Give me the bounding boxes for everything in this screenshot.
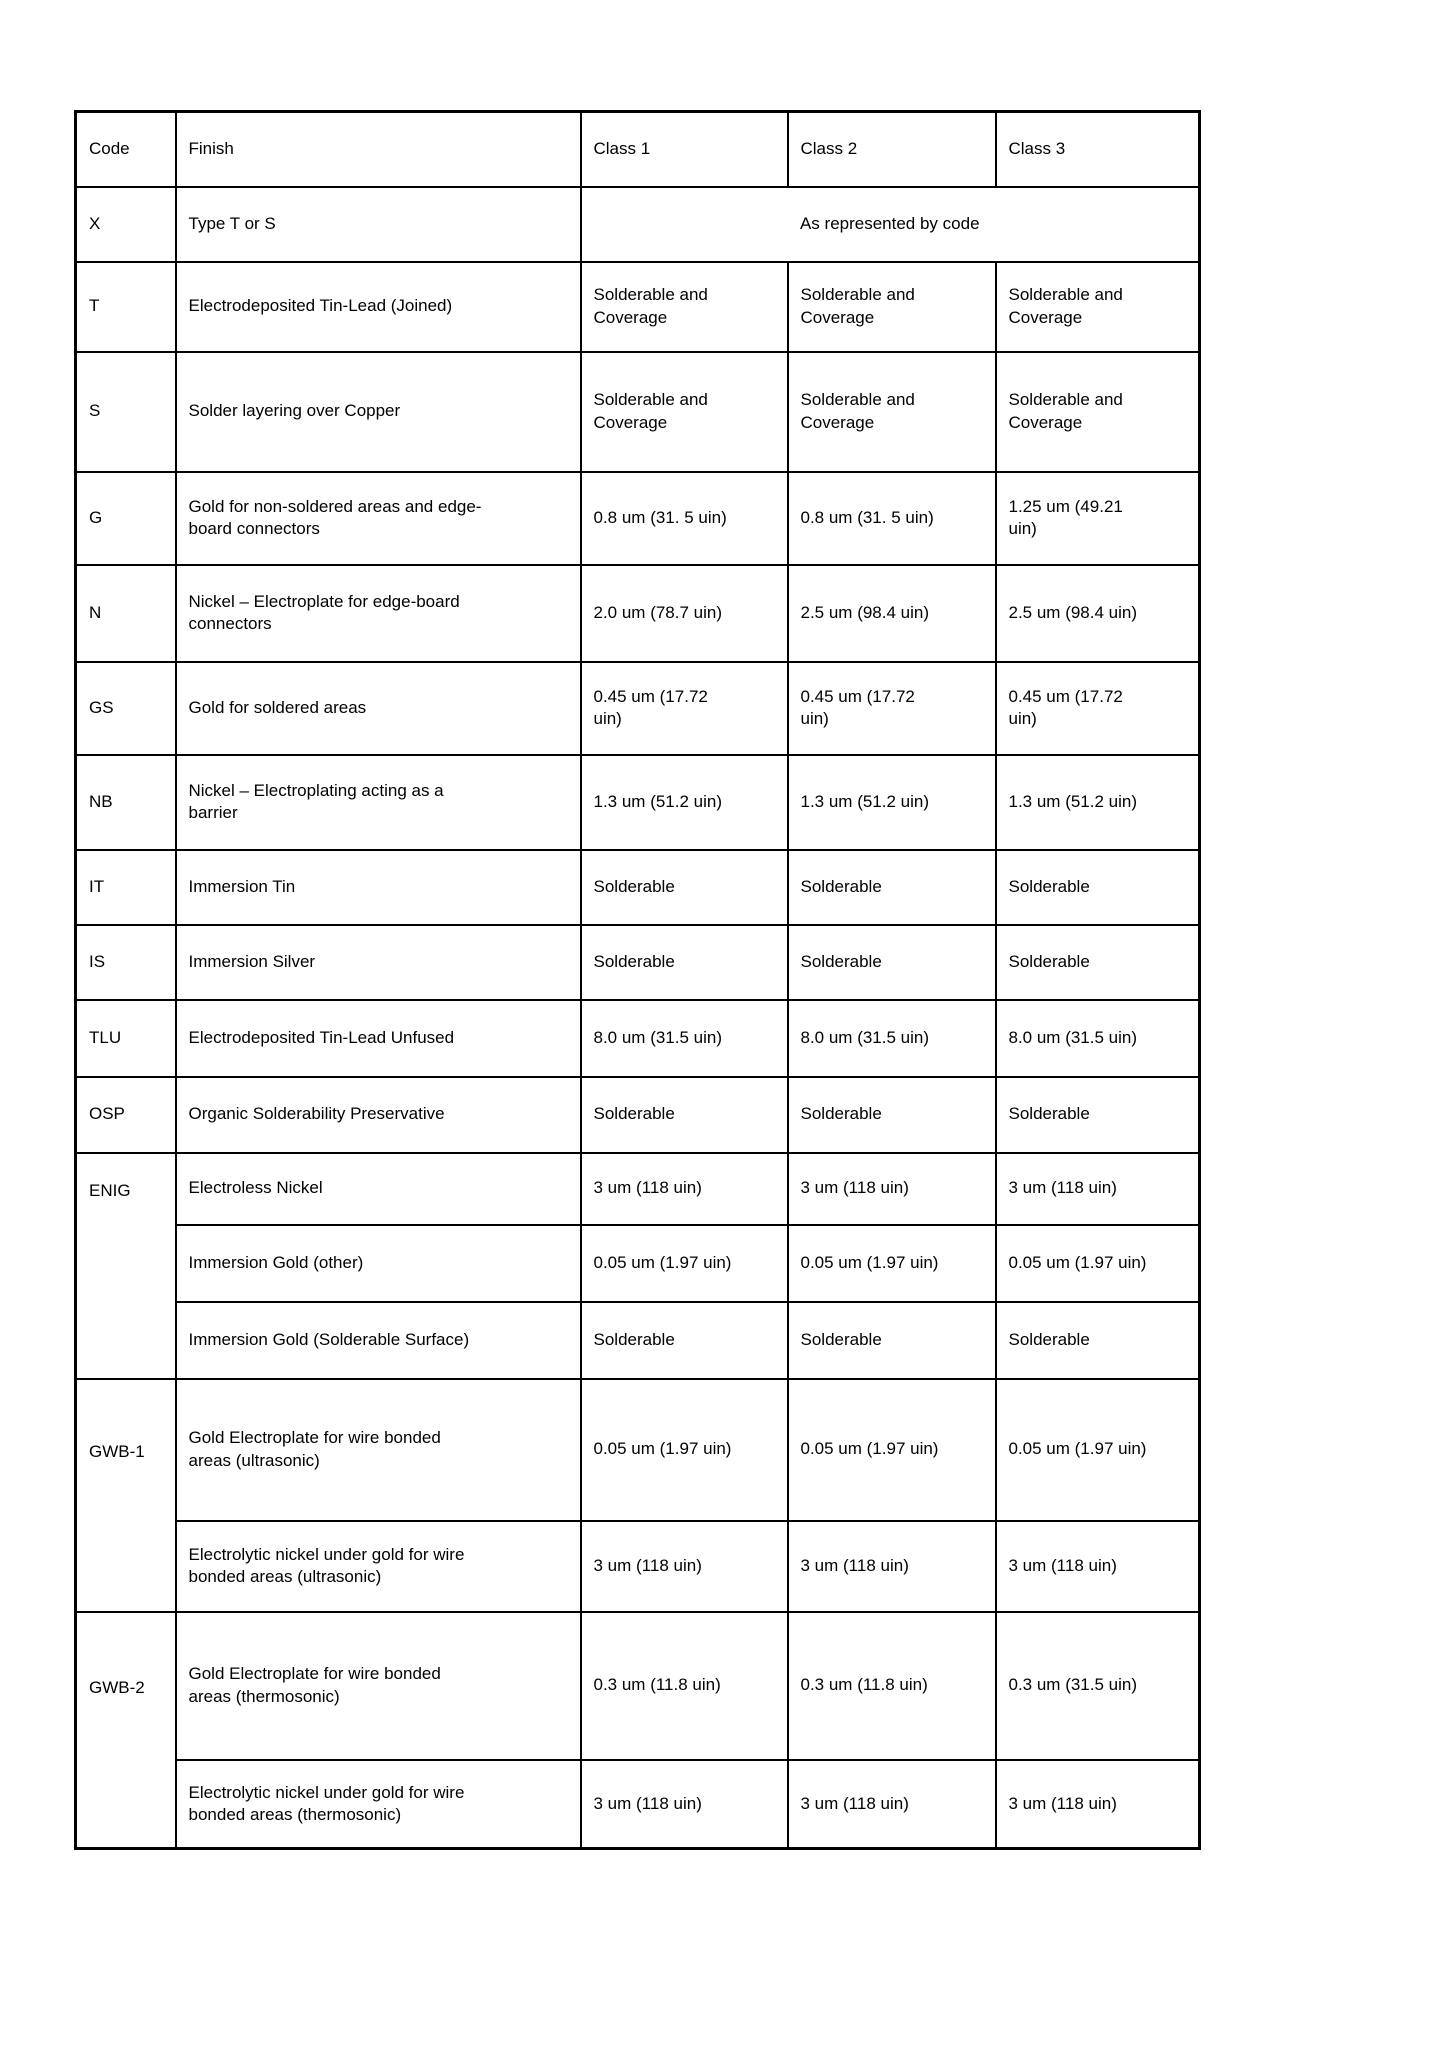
cell-finish: Gold for non-soldered areas and edge-board connectors bbox=[176, 472, 581, 565]
cell-class2: 2.5 um (98.4 uin) bbox=[788, 565, 996, 662]
cell-code: GWB-1 bbox=[76, 1379, 176, 1612]
cell-finish: Immersion Silver bbox=[176, 925, 581, 1000]
cell-class1: 0.8 um (31. 5 uin) bbox=[581, 472, 788, 565]
cell-class3: 3 um (118 uin) bbox=[996, 1153, 1200, 1225]
cell-class3: Solderable bbox=[996, 1077, 1200, 1153]
cell-class2: Solderable bbox=[788, 925, 996, 1000]
header-finish: Finish bbox=[176, 112, 581, 187]
cell-class1: Solderable bbox=[581, 1077, 788, 1153]
cell-class2: 0.3 um (11.8 uin) bbox=[788, 1612, 996, 1760]
cell-class3: 0.3 um (31.5 uin) bbox=[996, 1612, 1200, 1760]
cell-class1: Solderable and Coverage bbox=[581, 352, 788, 472]
cell-code: X bbox=[76, 187, 176, 262]
cell-finish: Immersion Gold (Solderable Surface) bbox=[176, 1302, 581, 1379]
header-class1: Class 1 bbox=[581, 112, 788, 187]
cell-class2: 3 um (118 uin) bbox=[788, 1760, 996, 1849]
cell-code: IS bbox=[76, 925, 176, 1000]
cell-finish: Gold for soldered areas bbox=[176, 662, 581, 755]
cell-class1: 0.05 um (1.97 uin) bbox=[581, 1379, 788, 1521]
table-row bbox=[76, 187, 1200, 262]
table-row bbox=[76, 925, 1200, 1000]
table-row bbox=[76, 262, 1200, 352]
cell-class3: 3 um (118 uin) bbox=[996, 1760, 1200, 1849]
cell-class3: Solderable bbox=[996, 850, 1200, 925]
cell-code: TLU bbox=[76, 1000, 176, 1077]
cell-class3: 0.05 um (1.97 uin) bbox=[996, 1379, 1200, 1521]
cell-class2: Solderable bbox=[788, 1302, 996, 1379]
cell-class2: 0.05 um (1.97 uin) bbox=[788, 1225, 996, 1302]
cell-class2: Solderable and Coverage bbox=[788, 262, 996, 352]
cell-class2: Solderable bbox=[788, 1077, 996, 1153]
cell-class3: Solderable and Coverage bbox=[996, 352, 1200, 472]
table-row bbox=[76, 352, 1200, 472]
cell-code: GWB-2 bbox=[76, 1612, 176, 1849]
table-row bbox=[76, 1153, 1200, 1225]
cell-class3: 0.45 um (17.72 uin) bbox=[996, 662, 1200, 755]
cell-class1: 3 um (118 uin) bbox=[581, 1760, 788, 1849]
cell-class3: 2.5 um (98.4 uin) bbox=[996, 565, 1200, 662]
cell-class1: Solderable bbox=[581, 1302, 788, 1379]
cell-class2: 8.0 um (31.5 uin) bbox=[788, 1000, 996, 1077]
cell-code: ENIG bbox=[76, 1153, 176, 1379]
cell-finish: Electroless Nickel bbox=[176, 1153, 581, 1225]
table-row bbox=[76, 1302, 1200, 1379]
cell-finish: Electrolytic nickel under gold for wire bonded areas (ultrasonic) bbox=[176, 1521, 581, 1612]
cell-class1: Solderable bbox=[581, 850, 788, 925]
cell-class3: Solderable and Coverage bbox=[996, 262, 1200, 352]
table-row bbox=[76, 1760, 1200, 1849]
cell-class2: 3 um (118 uin) bbox=[788, 1521, 996, 1612]
cell-finish: Immersion Gold (other) bbox=[176, 1225, 581, 1302]
cell-class1: 0.3 um (11.8 uin) bbox=[581, 1612, 788, 1760]
header-code: Code bbox=[76, 112, 176, 187]
cell-class1: Solderable and Coverage bbox=[581, 262, 788, 352]
cell-finish: Immersion Tin bbox=[176, 850, 581, 925]
cell-class3: Solderable bbox=[996, 925, 1200, 1000]
table-row bbox=[76, 1612, 1200, 1760]
header-row bbox=[76, 112, 1200, 187]
cell-class2: Solderable bbox=[788, 850, 996, 925]
cell-class3: 0.05 um (1.97 uin) bbox=[996, 1225, 1200, 1302]
cell-class3: 8.0 um (31.5 uin) bbox=[996, 1000, 1200, 1077]
cell-merged-note: As represented by code bbox=[581, 187, 1200, 262]
cell-class2: 1.3 um (51.2 uin) bbox=[788, 755, 996, 850]
cell-finish: Electrodeposited Tin-Lead Unfused bbox=[176, 1000, 581, 1077]
cell-class1: 2.0 um (78.7 uin) bbox=[581, 565, 788, 662]
table-row bbox=[76, 1000, 1200, 1077]
cell-code: IT bbox=[76, 850, 176, 925]
cell-class2: 0.05 um (1.97 uin) bbox=[788, 1379, 996, 1521]
cell-code: N bbox=[76, 565, 176, 662]
table-row bbox=[76, 1521, 1200, 1612]
header-class2: Class 2 bbox=[788, 112, 996, 187]
table-row bbox=[76, 850, 1200, 925]
cell-code: T bbox=[76, 262, 176, 352]
cell-code: S bbox=[76, 352, 176, 472]
header-class3: Class 3 bbox=[996, 112, 1200, 187]
cell-class3: Solderable bbox=[996, 1302, 1200, 1379]
table-row bbox=[76, 1225, 1200, 1302]
table-row bbox=[76, 755, 1200, 850]
cell-class1: 1.3 um (51.2 uin) bbox=[581, 755, 788, 850]
cell-finish: Type T or S bbox=[176, 187, 581, 262]
table-row bbox=[76, 472, 1200, 565]
cell-class2: 0.45 um (17.72 uin) bbox=[788, 662, 996, 755]
cell-code: NB bbox=[76, 755, 176, 850]
cell-class1: Solderable bbox=[581, 925, 788, 1000]
cell-class1: 3 um (118 uin) bbox=[581, 1153, 788, 1225]
table-row bbox=[76, 565, 1200, 662]
cell-finish: Organic Solderability Preservative bbox=[176, 1077, 581, 1153]
cell-class1: 0.05 um (1.97 uin) bbox=[581, 1225, 788, 1302]
cell-class2: 0.8 um (31. 5 uin) bbox=[788, 472, 996, 565]
cell-finish: Gold Electroplate for wire bonded areas (thermosonic) bbox=[176, 1612, 581, 1760]
cell-class3: 3 um (118 uin) bbox=[996, 1521, 1200, 1612]
table-row bbox=[76, 1379, 1200, 1521]
cell-finish: Nickel – Electroplate for edge-board connectors bbox=[176, 565, 581, 662]
cell-finish: Electrolytic nickel under gold for wire bonded areas (thermosonic) bbox=[176, 1760, 581, 1849]
cell-class1: 8.0 um (31.5 uin) bbox=[581, 1000, 788, 1077]
cell-code: GS bbox=[76, 662, 176, 755]
finish-spec-table bbox=[74, 110, 1201, 1850]
table-row bbox=[76, 662, 1200, 755]
cell-class2: 3 um (118 uin) bbox=[788, 1153, 996, 1225]
cell-finish: Solder layering over Copper bbox=[176, 352, 581, 472]
cell-class3: 1.25 um (49.21 uin) bbox=[996, 472, 1200, 565]
cell-finish: Gold Electroplate for wire bonded areas (ultrasonic) bbox=[176, 1379, 581, 1521]
cell-class1: 0.45 um (17.72 uin) bbox=[581, 662, 788, 755]
cell-finish: Nickel – Electroplating acting as a barrier bbox=[176, 755, 581, 850]
cell-class1: 3 um (118 uin) bbox=[581, 1521, 788, 1612]
cell-class2: Solderable and Coverage bbox=[788, 352, 996, 472]
cell-code: OSP bbox=[76, 1077, 176, 1153]
cell-code: G bbox=[76, 472, 176, 565]
cell-finish: Electrodeposited Tin-Lead (Joined) bbox=[176, 262, 581, 352]
table-row bbox=[76, 1077, 1200, 1153]
cell-class3: 1.3 um (51.2 uin) bbox=[996, 755, 1200, 850]
